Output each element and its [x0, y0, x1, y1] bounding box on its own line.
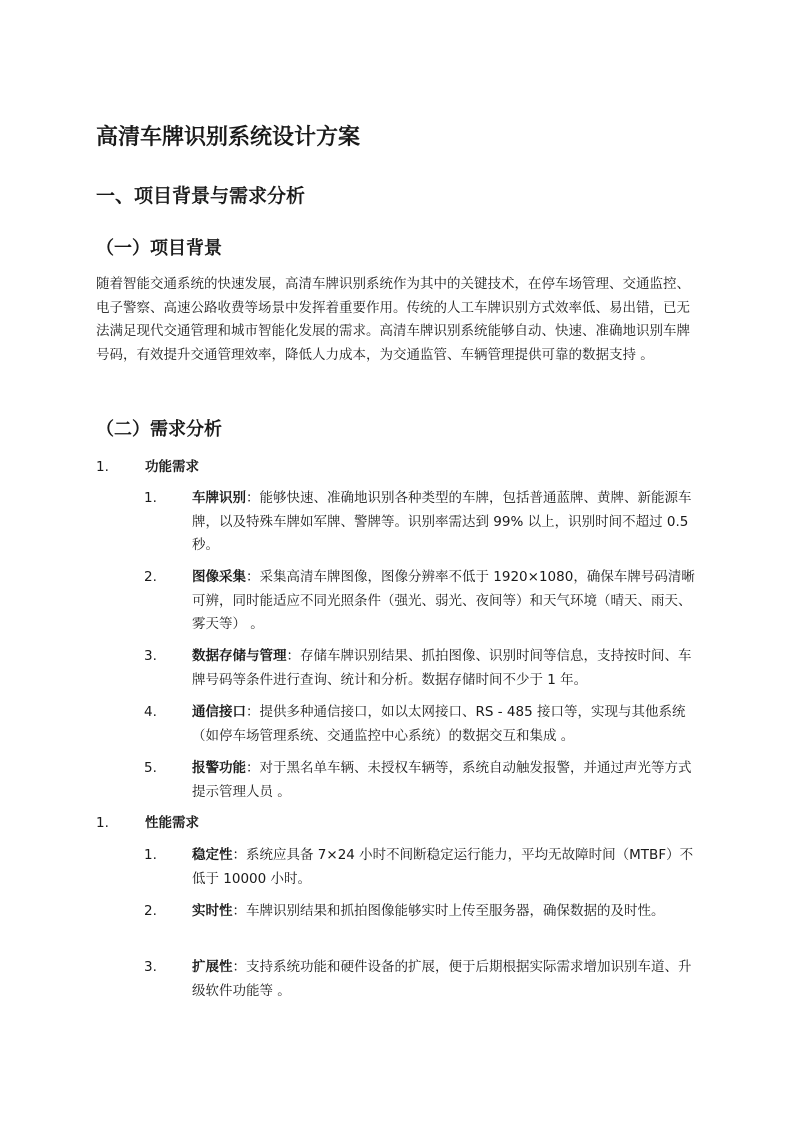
item-term: 扩展性 — [192, 959, 233, 975]
item-text: ：支持系统功能和硬件设备的扩展，便于后期根据实际需求增加识别车道、升级软件功能等 。 — [192, 959, 692, 999]
item-term: 实时性 — [192, 903, 233, 919]
item-text: ：提供多种通信接口，如以太网接口、RS - 485 接口等，实现与其他系统（如停车场管理系统、交通监控中心系统）的数据交互和集成 。 — [192, 704, 686, 744]
item-term: 车牌识别 — [192, 490, 246, 506]
list-item-stability — [144, 844, 704, 891]
list-number: 3. — [144, 648, 157, 664]
list-item-real-time — [144, 900, 704, 924]
section-heading-background-and-requirements: 一、项目背景与需求分析 — [96, 185, 306, 207]
item-term: 数据存储与管理 — [192, 648, 287, 664]
list-item-image-capture — [144, 566, 704, 637]
list-number: 5. — [144, 760, 157, 776]
item-term: 通信接口 — [192, 704, 246, 720]
subsection-heading-requirements-analysis: （二）需求分析 — [96, 419, 222, 440]
document-title: 高清车牌识别系统设计方案 — [96, 125, 361, 150]
list-label-performance: 性能需求 — [145, 815, 199, 831]
item-term: 图像采集 — [192, 569, 246, 585]
list-item-scalability — [144, 956, 704, 1003]
list-item-communication-interface — [144, 701, 704, 748]
list-number: 1. — [144, 490, 157, 506]
list-number: 4. — [144, 704, 157, 720]
list-number: 3. — [144, 959, 157, 975]
item-term: 稳定性 — [192, 847, 233, 863]
item-text: ：系统应具备 7×24 小时不间断稳定运行能力，平均无故障时间（MTBF）不低于 10000 小时。 — [192, 847, 694, 887]
list-item-data-storage — [144, 645, 704, 692]
list-label-functional: 功能需求 — [145, 459, 199, 475]
item-text: ：对于黑名单车辆、未授权车辆等，系统自动触发报警，并通过声光等方式提示管理人员 。 — [192, 760, 692, 800]
item-text: ：车牌识别结果和抓拍图像能够实时上传至服务器，确保数据的及时性。 — [232, 903, 665, 919]
background-paragraph: 随着智能交通系统的快速发展，高清车牌识别系统作为其中的关键技术，在停车场管理、交通监控、电子警察、高速公路收费等场景中发挥着重要作用。传统的人工车牌识别方式效率低、易出错，已无法满足现代交通管理和城市智能化发展的需求。高清车牌识别系统能够自动、快速、准确地识别车牌号码，有效提升交通管理效率，降低人力成本，为交通监管、车辆管理提供可靠的数据支持 。 — [96, 276, 690, 363]
item-term: 报警功能 — [192, 760, 246, 776]
list-number: 1. — [144, 847, 157, 863]
list-number: 1. — [96, 459, 109, 475]
list-number: 2. — [144, 569, 157, 585]
item-text: ：存储车牌识别结果、抓拍图像、识别时间等信息，支持按时间、车牌号码等条件进行查询、统计和分析。数据存储时间不少于 1 年。 — [192, 648, 692, 688]
item-text: ：能够快速、准确地识别各种类型的车牌，包括普通蓝牌、黄牌、新能源车牌，以及特殊车牌如军牌、警牌等。识别率需达到 99% 以上，识别时间不超过 0.5 秒。 — [192, 490, 692, 553]
item-text: ：采集高清车牌图像，图像分辨率不低于 1920×1080，确保车牌号码清晰可辨，同时能适应不同光照条件（强光、弱光、夜间等）和天气环境（晴天、雨天、雾天等） 。 — [192, 569, 695, 632]
list-number: 1. — [96, 815, 109, 831]
list-item-alarm-function — [144, 757, 704, 804]
list-item-plate-recognition — [144, 487, 704, 558]
list-number: 2. — [144, 903, 157, 919]
subsection-heading-project-background: （一）项目背景 — [96, 238, 222, 259]
